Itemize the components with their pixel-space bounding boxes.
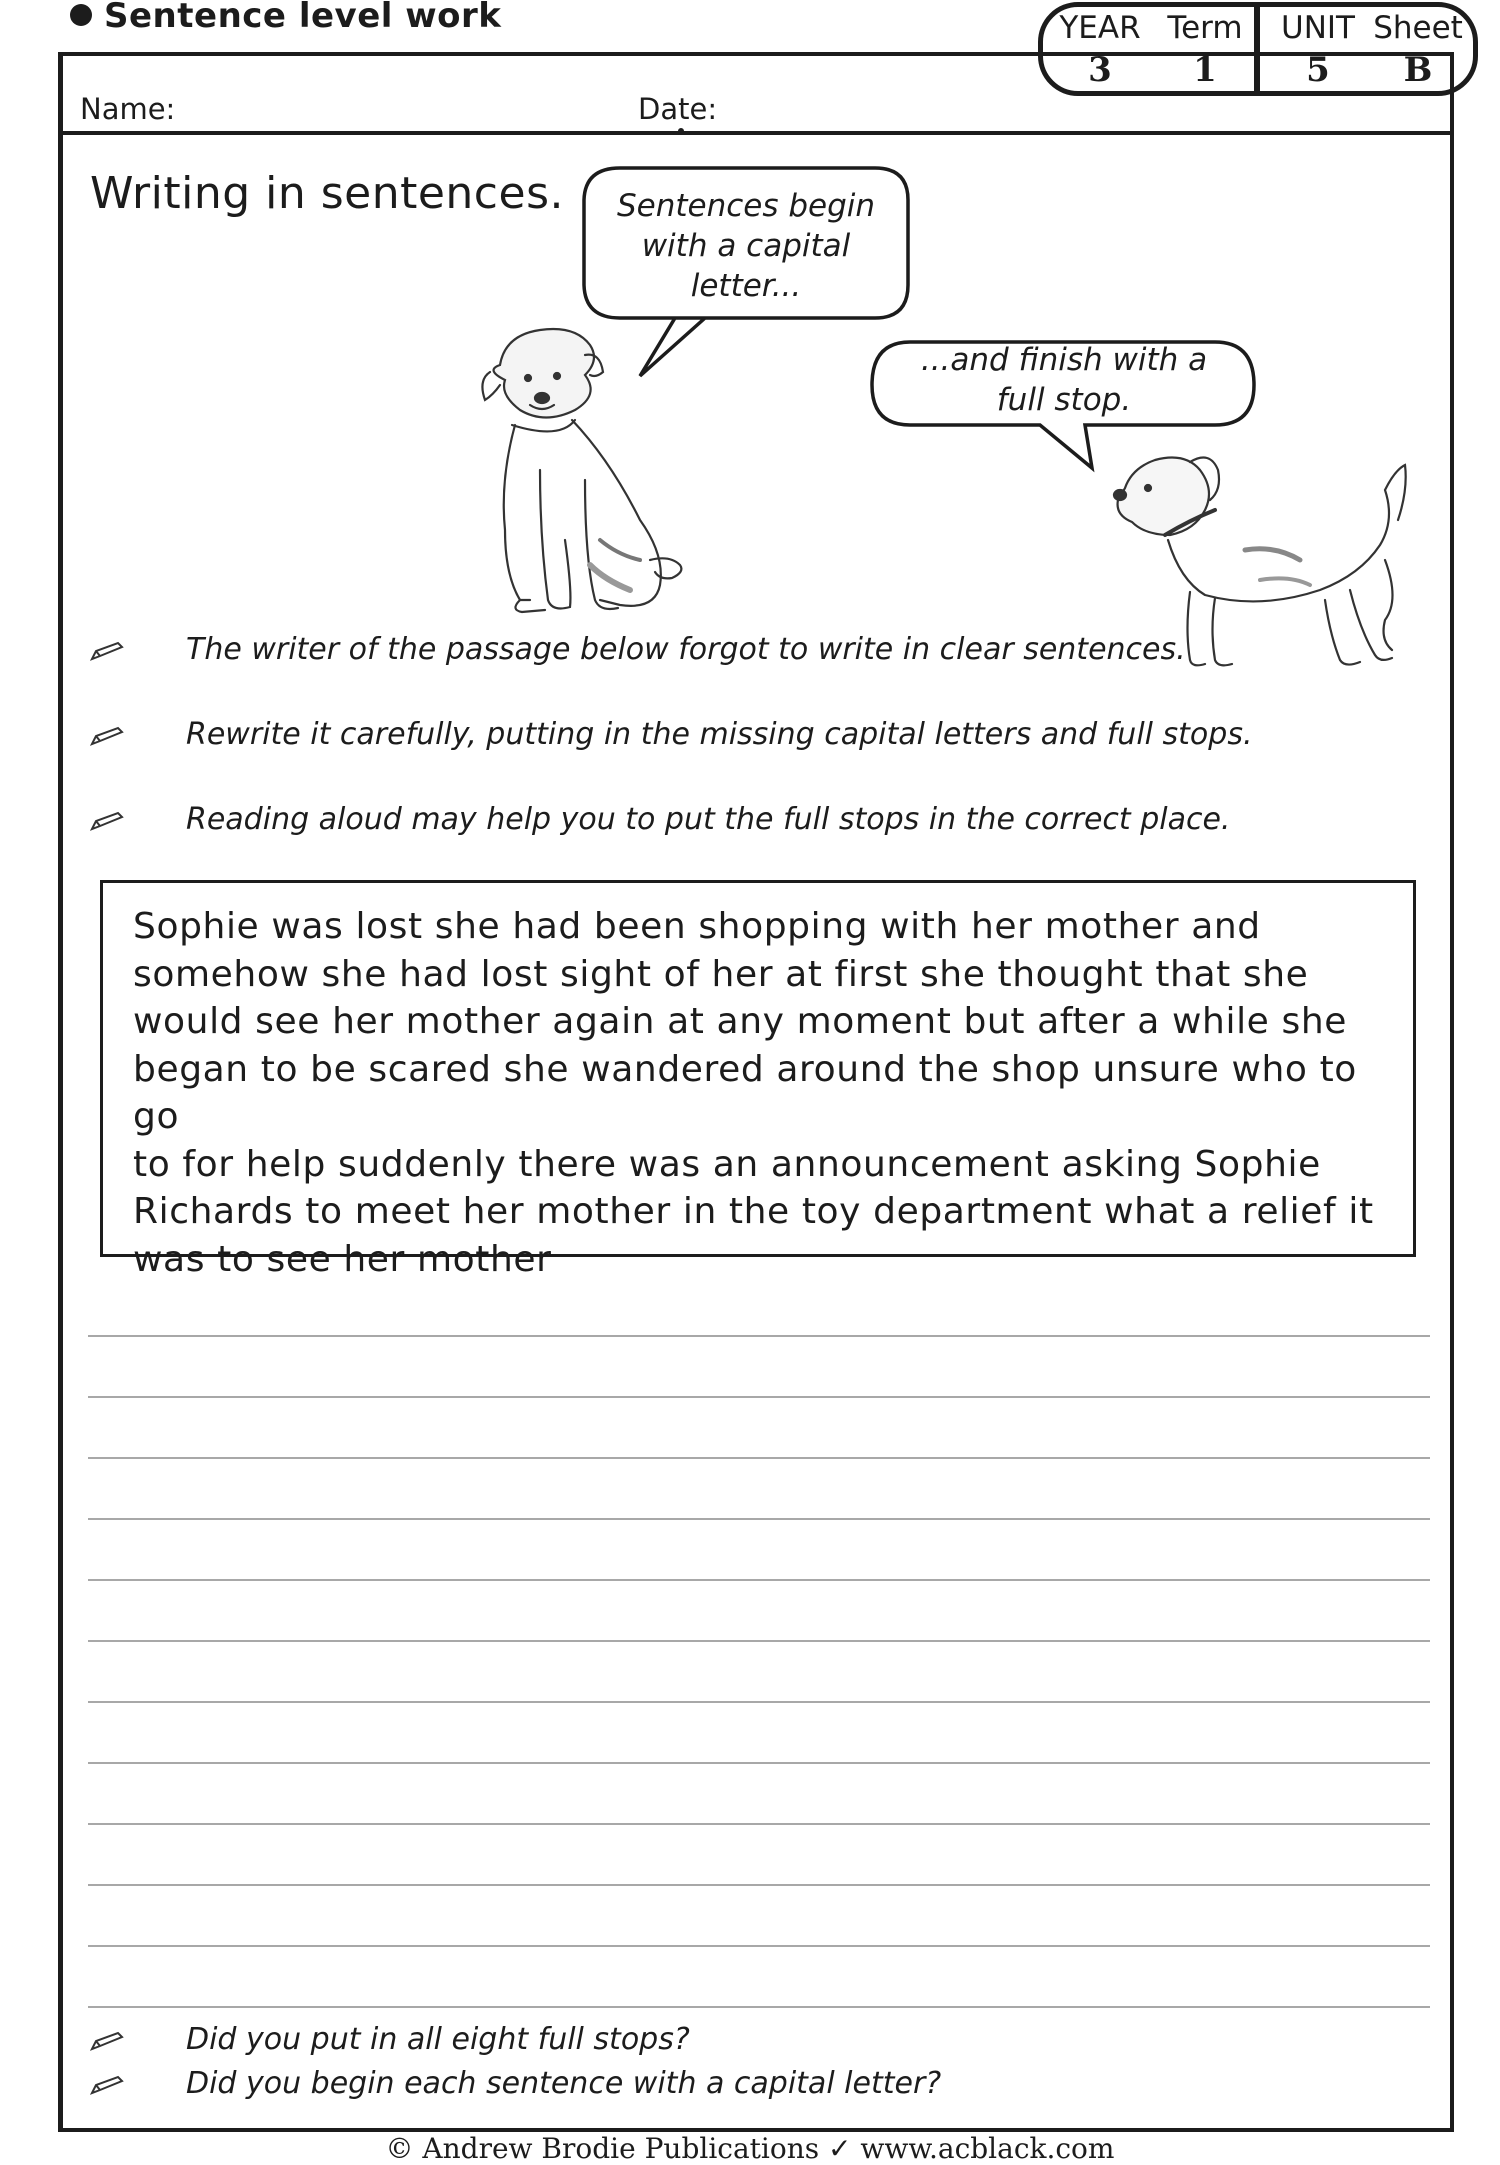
pencil-icon <box>90 2031 124 2051</box>
year-value: 3 <box>1088 50 1112 90</box>
unit-value: 5 <box>1306 50 1330 90</box>
instruction-2: Rewrite it carefully, putting in the missing capital letters and full stops. <box>90 717 1252 752</box>
writing-line[interactable] <box>88 1945 1430 1947</box>
pencil-icon <box>90 2075 124 2095</box>
term-label: Term <box>1167 10 1243 46</box>
pencil-icon <box>90 641 124 661</box>
speech-bubble-left-text: Sentences begin with a capital letter... <box>616 188 876 304</box>
writing-line[interactable] <box>88 1884 1430 1886</box>
passage-box <box>100 880 1416 1280</box>
passage-line: would see her mother again at any moment but after a while she <box>133 1001 1347 1042</box>
check-1: Did you put in all eight full stops? <box>90 2022 690 2057</box>
copyright-footer: © Andrew Brodie Publications ✓ www.acblack.com <box>385 2132 1115 2165</box>
pencil-icon <box>90 726 124 746</box>
writing-line[interactable] <box>88 1701 1430 1703</box>
section-heading: Sentence level work <box>70 0 501 36</box>
writing-line[interactable] <box>88 2006 1430 2008</box>
writing-line[interactable] <box>88 1518 1430 1520</box>
writing-line[interactable] <box>88 1396 1430 1398</box>
writing-line[interactable] <box>88 1762 1430 1764</box>
term-value: 1 <box>1193 50 1217 90</box>
speech-bubble-right-text: ...and finish with a full stop. <box>920 342 1208 418</box>
passage-line: to for help suddenly there was an announcement asking Sophie <box>133 1143 1321 1185</box>
passage-line: Sophie was lost she had been shopping with her mother and <box>133 906 1261 947</box>
instruction-3: Reading aloud may help you to put the full stops in the correct place. <box>90 802 1230 837</box>
sitting-dog-illustration <box>482 329 681 612</box>
passage-line: began to be scared she wandered around the shop unsure who to go <box>133 1048 1357 1137</box>
instruction-1: The writer of the passage below forgot to write in clear sentences. <box>90 632 1186 667</box>
writing-line[interactable] <box>88 1335 1430 1337</box>
illustration-layer <box>0 0 1500 700</box>
pencil-icon <box>90 811 124 831</box>
date-label: Date: <box>638 92 718 126</box>
sheet-value: B <box>1403 50 1433 90</box>
passage-line: was to see her mother <box>133 1238 552 1280</box>
writing-line[interactable] <box>88 1823 1430 1825</box>
page-title: Writing in sentences. <box>90 168 564 219</box>
passage-line: Richards to meet her mother in the toy department what a relief it <box>133 1191 1374 1232</box>
passage-line: somehow she had lost sight of her at first she thought that she <box>133 953 1309 995</box>
writing-line[interactable] <box>88 1640 1430 1642</box>
check-2: Did you begin each sentence with a capital letter? <box>90 2066 941 2101</box>
unit-label: UNIT <box>1281 10 1355 46</box>
name-label: Name: <box>80 92 176 126</box>
year-label: YEAR <box>1059 10 1141 46</box>
sheet-label: Sheet <box>1373 10 1463 46</box>
writing-line[interactable] <box>88 1579 1430 1581</box>
writing-line[interactable] <box>88 1457 1430 1459</box>
